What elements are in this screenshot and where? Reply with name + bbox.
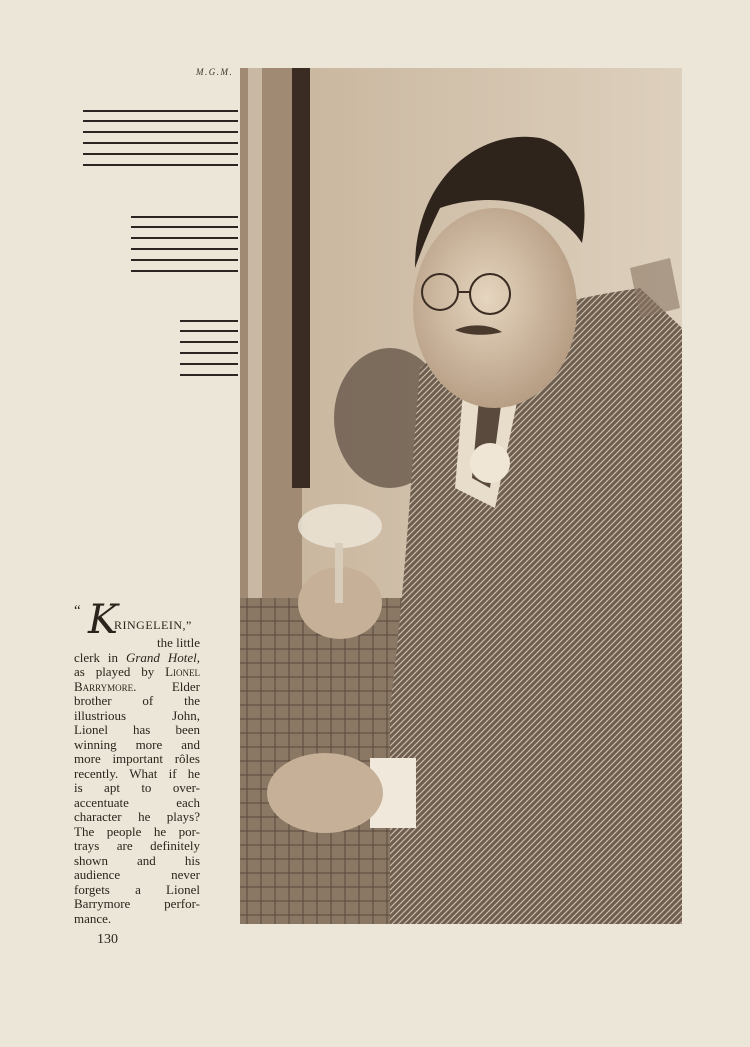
- caption-line: Lionel has been: [74, 722, 200, 737]
- caption-line: illustrious John,: [74, 707, 200, 723]
- caption-line: accentuate each: [74, 794, 200, 810]
- caption-line: more important rôles: [74, 751, 200, 766]
- portrait-illustration: [240, 68, 682, 924]
- portrait-photo: [240, 68, 682, 924]
- caption-line: Barrymore. Elder: [74, 678, 200, 694]
- photo-credit: M.G.M.: [196, 67, 234, 77]
- decorative-rules-top: [83, 110, 238, 174]
- caption-line: as played by Lionel: [74, 664, 200, 679]
- caption-line: character he plays?: [74, 809, 200, 824]
- caption-line: trays are definitely: [74, 838, 200, 853]
- decorative-rules-bottom: [180, 320, 238, 384]
- lead-word: RINGELEIN,”: [114, 618, 192, 632]
- caption-line: brother of the: [74, 693, 200, 708]
- open-quote: “: [74, 603, 81, 619]
- caption-line: shown and his: [74, 852, 200, 868]
- page-number: 130: [97, 932, 118, 947]
- caption-line: recently. What if he: [74, 765, 200, 781]
- caption-line: winning more and: [74, 736, 200, 752]
- caption-line: clerk in Grand Hotel,: [74, 649, 200, 665]
- drop-cap: K: [88, 597, 118, 643]
- decorative-rules-middle: [131, 216, 238, 280]
- caption-line: mance.: [74, 910, 112, 926]
- photo-caption: [74, 597, 200, 926]
- caption-line: The people he por-: [74, 823, 200, 839]
- caption-line: the little: [157, 635, 200, 650]
- caption-line: audience never: [74, 867, 200, 882]
- caption-line: Barrymore perfor-: [74, 896, 200, 911]
- caption-line: forgets a Lionel: [74, 881, 200, 897]
- caption-line: is apt to over-: [74, 780, 200, 795]
